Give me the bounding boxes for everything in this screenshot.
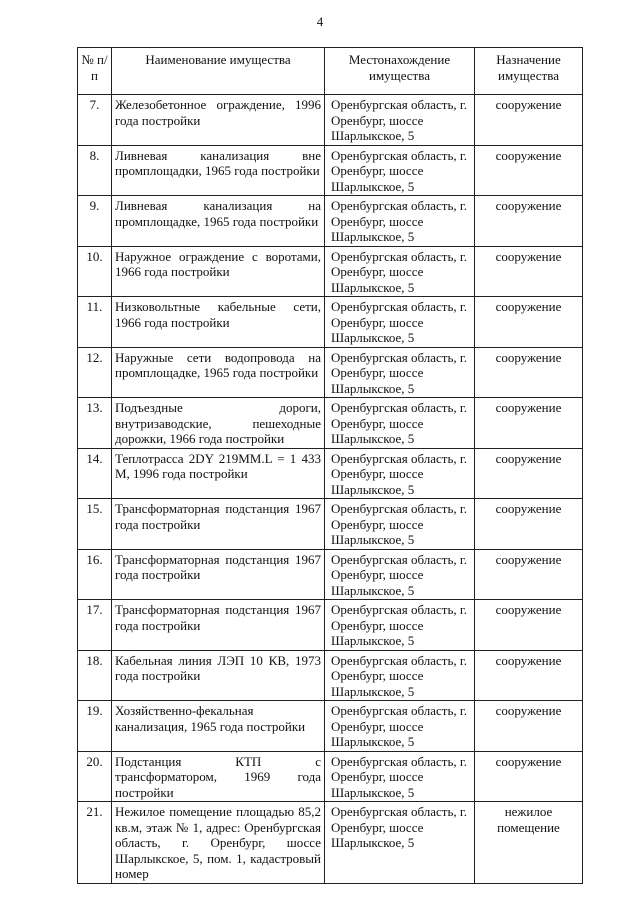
row-name: Теплотрасса 2DY 219MM.L = 1 433 M, 1996 года постройки (112, 448, 325, 499)
row-num: 21. (78, 802, 112, 884)
header-num: № п/п (78, 48, 112, 95)
row-name: Хозяйственно-фекальная канализация, 1965 года постройки (112, 701, 325, 752)
row-purpose: сооружение (475, 600, 583, 651)
row-location: Оренбургская область, г. Оренбург, шоссе Шарлыкское, 5 (325, 650, 475, 701)
row-purpose: сооружение (475, 246, 583, 297)
row-location: Оренбургская область, г. Оренбург, шоссе Шарлыкское, 5 (325, 95, 475, 146)
row-name: Подстанция КТП с трансформатором, 1969 года постройки (112, 751, 325, 802)
row-num: 12. (78, 347, 112, 398)
table-row (78, 145, 583, 196)
row-num: 9. (78, 196, 112, 247)
row-num: 15. (78, 499, 112, 550)
row-name: Трансформаторная подстанция 1967 года постройки (112, 549, 325, 600)
row-purpose: нежилое помещение (475, 802, 583, 884)
row-name: Наружные сети водопровода на промплощадке, 1965 года постройки (112, 347, 325, 398)
row-purpose: сооружение (475, 499, 583, 550)
row-purpose: сооружение (475, 398, 583, 449)
row-num: 17. (78, 600, 112, 651)
row-name: Подъездные дороги, внутризаводские, пешеходные дорожки, 1966 года постройки (112, 398, 325, 449)
table-row (78, 600, 583, 651)
row-num: 11. (78, 297, 112, 348)
table-row (78, 499, 583, 550)
row-num: 10. (78, 246, 112, 297)
row-purpose: сооружение (475, 701, 583, 752)
row-location: Оренбургская область, г. Оренбург, шоссе Шарлыкское, 5 (325, 448, 475, 499)
row-num: 16. (78, 549, 112, 600)
row-purpose: сооружение (475, 95, 583, 146)
row-location: Оренбургская область, г. Оренбург, шоссе Шарлыкское, 5 (325, 196, 475, 247)
row-location: Оренбургская область, г. Оренбург, шоссе Шарлыкское, 5 (325, 246, 475, 297)
row-location: Оренбургская область, г. Оренбург, шоссе Шарлыкское, 5 (325, 549, 475, 600)
page-number: 4 (316, 14, 324, 29)
row-name: Железобетонное ограждение, 1996 года постройки (112, 95, 325, 146)
table-row (78, 802, 583, 884)
row-name: Нежилое помещение площадью 85,2 кв.м, этаж № 1, адрес: Оренбургская область, г. Оренбург, шоссе Шарлыкское, 5, пом. 1, кадастровый номер (112, 802, 325, 884)
row-purpose: сооружение (475, 347, 583, 398)
table-row (78, 347, 583, 398)
row-purpose: сооружение (475, 650, 583, 701)
row-name: Наружное ограждение с воротами, 1966 года постройки (112, 246, 325, 297)
table-row (78, 751, 583, 802)
row-name: Трансформаторная подстанция 1967 года постройки (112, 600, 325, 651)
row-location: Оренбургская область, г. Оренбург, шоссе Шарлыкское, 5 (325, 145, 475, 196)
row-purpose: сооружение (475, 145, 583, 196)
table-row (78, 701, 583, 752)
row-location: Оренбургская область, г. Оренбург, шоссе Шарлыкское, 5 (325, 751, 475, 802)
table-row (78, 549, 583, 600)
row-location: Оренбургская область, г. Оренбург, шоссе Шарлыкское, 5 (325, 701, 475, 752)
table-row (78, 246, 583, 297)
row-purpose: сооружение (475, 448, 583, 499)
row-location: Оренбургская область, г. Оренбург, шоссе Шарлыкское, 5 (325, 398, 475, 449)
row-name: Трансформаторная подстанция 1967 года постройки (112, 499, 325, 550)
row-location: Оренбургская область, г. Оренбург, шоссе Шарлыкское, 5 (325, 499, 475, 550)
row-num: 20. (78, 751, 112, 802)
header-name: Наименование имущества (112, 48, 325, 95)
table-row (78, 95, 583, 146)
row-purpose: сооружение (475, 297, 583, 348)
row-name: Низковольтные кабельные сети, 1966 года постройки (112, 297, 325, 348)
table-row (78, 297, 583, 348)
table-row (78, 196, 583, 247)
table-row (78, 448, 583, 499)
row-location: Оренбургская область, г. Оренбург, шоссе Шарлыкское, 5 (325, 600, 475, 651)
table-row (78, 650, 583, 701)
row-location: Оренбургская область, г. Оренбург, шоссе Шарлыкское, 5 (325, 802, 475, 884)
row-purpose: сооружение (475, 751, 583, 802)
row-num: 8. (78, 145, 112, 196)
row-name: Кабельная линия ЛЭП 10 КВ, 1973 года постройки (112, 650, 325, 701)
property-table (77, 47, 583, 884)
header-location: Местонахождение имущества (325, 48, 475, 95)
row-purpose: сооружение (475, 549, 583, 600)
row-num: 19. (78, 701, 112, 752)
row-num: 13. (78, 398, 112, 449)
row-name: Ливневая канализация на промплощадке, 1965 года постройки (112, 196, 325, 247)
row-location: Оренбургская область, г. Оренбург, шоссе Шарлыкское, 5 (325, 347, 475, 398)
table-row (78, 398, 583, 449)
header-purpose: Назначение имущества (475, 48, 583, 95)
row-num: 18. (78, 650, 112, 701)
row-num: 14. (78, 448, 112, 499)
row-location: Оренбургская область, г. Оренбург, шоссе Шарлыкское, 5 (325, 297, 475, 348)
row-num: 7. (78, 95, 112, 146)
row-purpose: сооружение (475, 196, 583, 247)
row-name: Ливневая канализация вне промплощадки, 1965 года постройки (112, 145, 325, 196)
table-header-row (78, 48, 583, 95)
